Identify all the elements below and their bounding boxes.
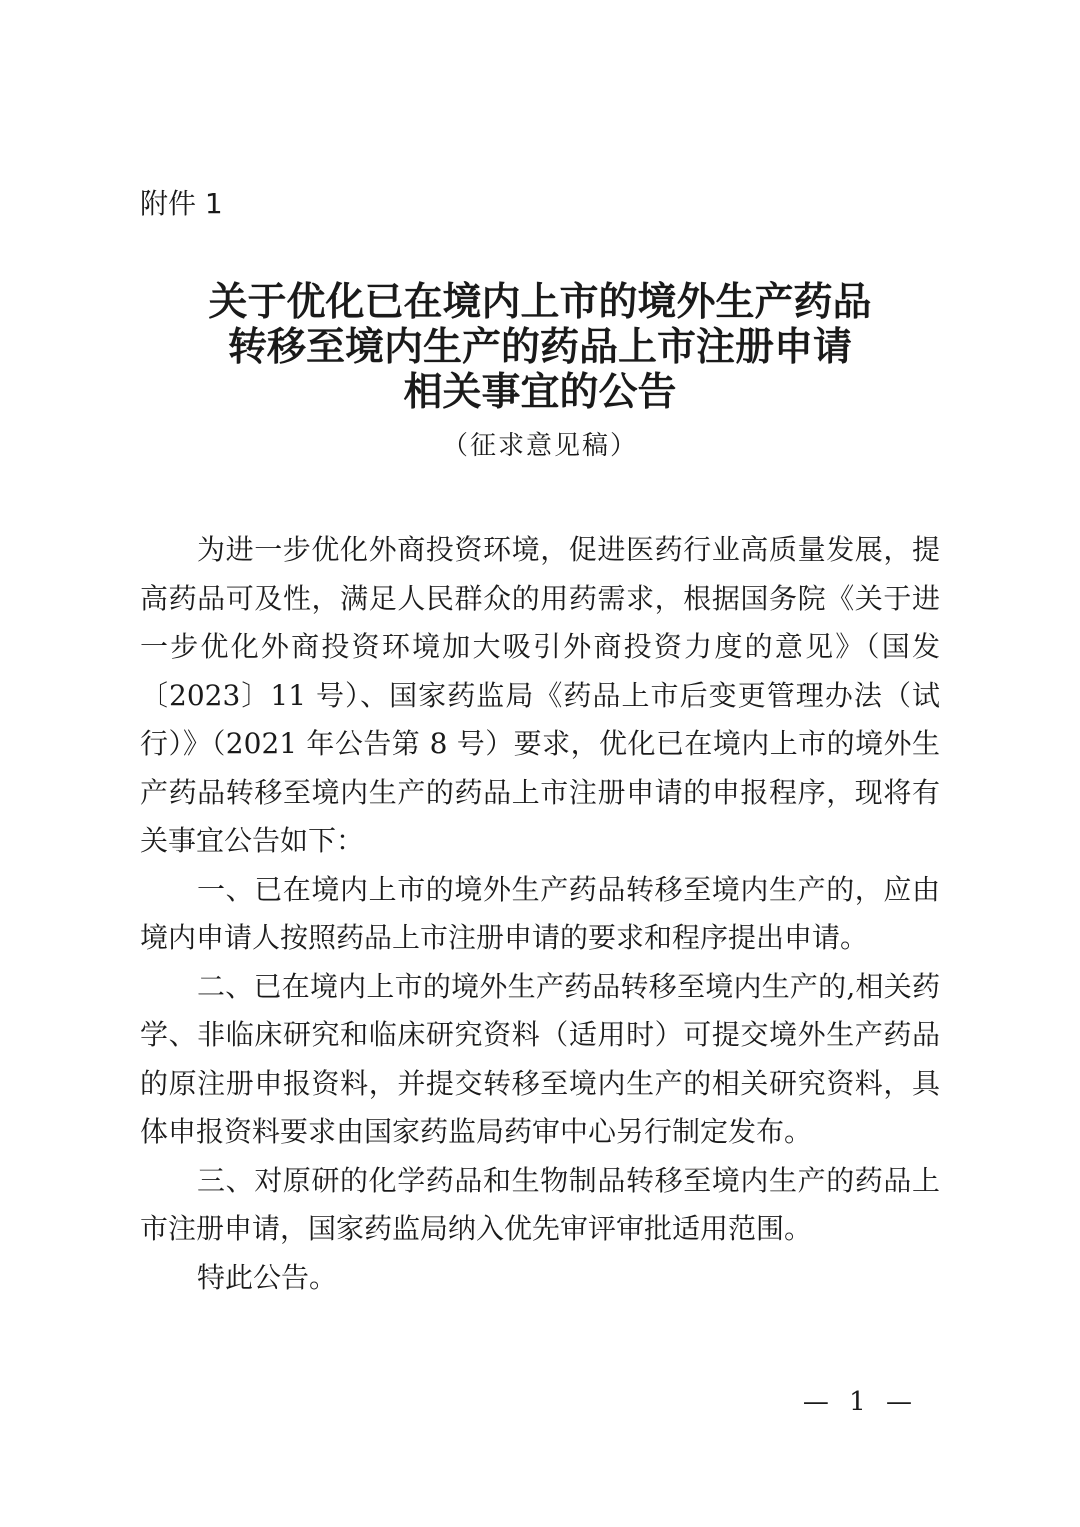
- title-line-1: 关于优化已在境内上市的境外生产药品: [208, 280, 872, 325]
- title-line-3: 相关事宜的公告: [403, 370, 677, 415]
- title-line-2: 转移至境内生产的药品上市注册申请: [227, 325, 852, 370]
- paragraph-closing: 特此公告。: [197, 1260, 338, 1294]
- document-title: [100, 280, 980, 415]
- paragraph-item-2: 二、已在境内上市的境外生产药品转移至境内生产的,相关药学、非临床研究和临床研究资料（适用时）可提交境外生产药品的原注册申报资料，并提交转移至境内生产的相关研究资料，具体申报资料要求由国家药监局药审中心另行制定发布。: [140, 969, 940, 1148]
- page-number: — 1 —: [802, 1387, 918, 1417]
- paragraph-item-3: 三、对原研的化学药品和生物制品转移至境内生产的药品上市注册申请，国家药监局纳入优先审评审批适用范围。: [140, 1163, 940, 1245]
- paragraph-intro: 为进一步优化外商投资环境，促进医药行业高质量发展，提高药品可及性，满足人民群众的用药需求，根据国务院《关于进一步优化外商投资环境加大吸引外商投资力度的意见》（国发〔2023〕11 号）、国家药监局《药品上市后变更管理办法（试行）》（2021 年公告第 8 号）要求，优化已在境内上市的境外生产药品转移至境内生产的药品上市注册申请的申报程序，现将有关事宜公告如下：: [140, 533, 940, 857]
- document-body: [140, 526, 940, 1302]
- attachment-label: 附件 1: [140, 187, 223, 220]
- document-subtitle: （征求意见稿）: [441, 431, 638, 461]
- paragraph-item-1: 一、已在境内上市的境外生产药品转移至境内生产的，应由境内申请人按照药品上市注册申请的要求和程序提出申请。: [140, 872, 940, 954]
